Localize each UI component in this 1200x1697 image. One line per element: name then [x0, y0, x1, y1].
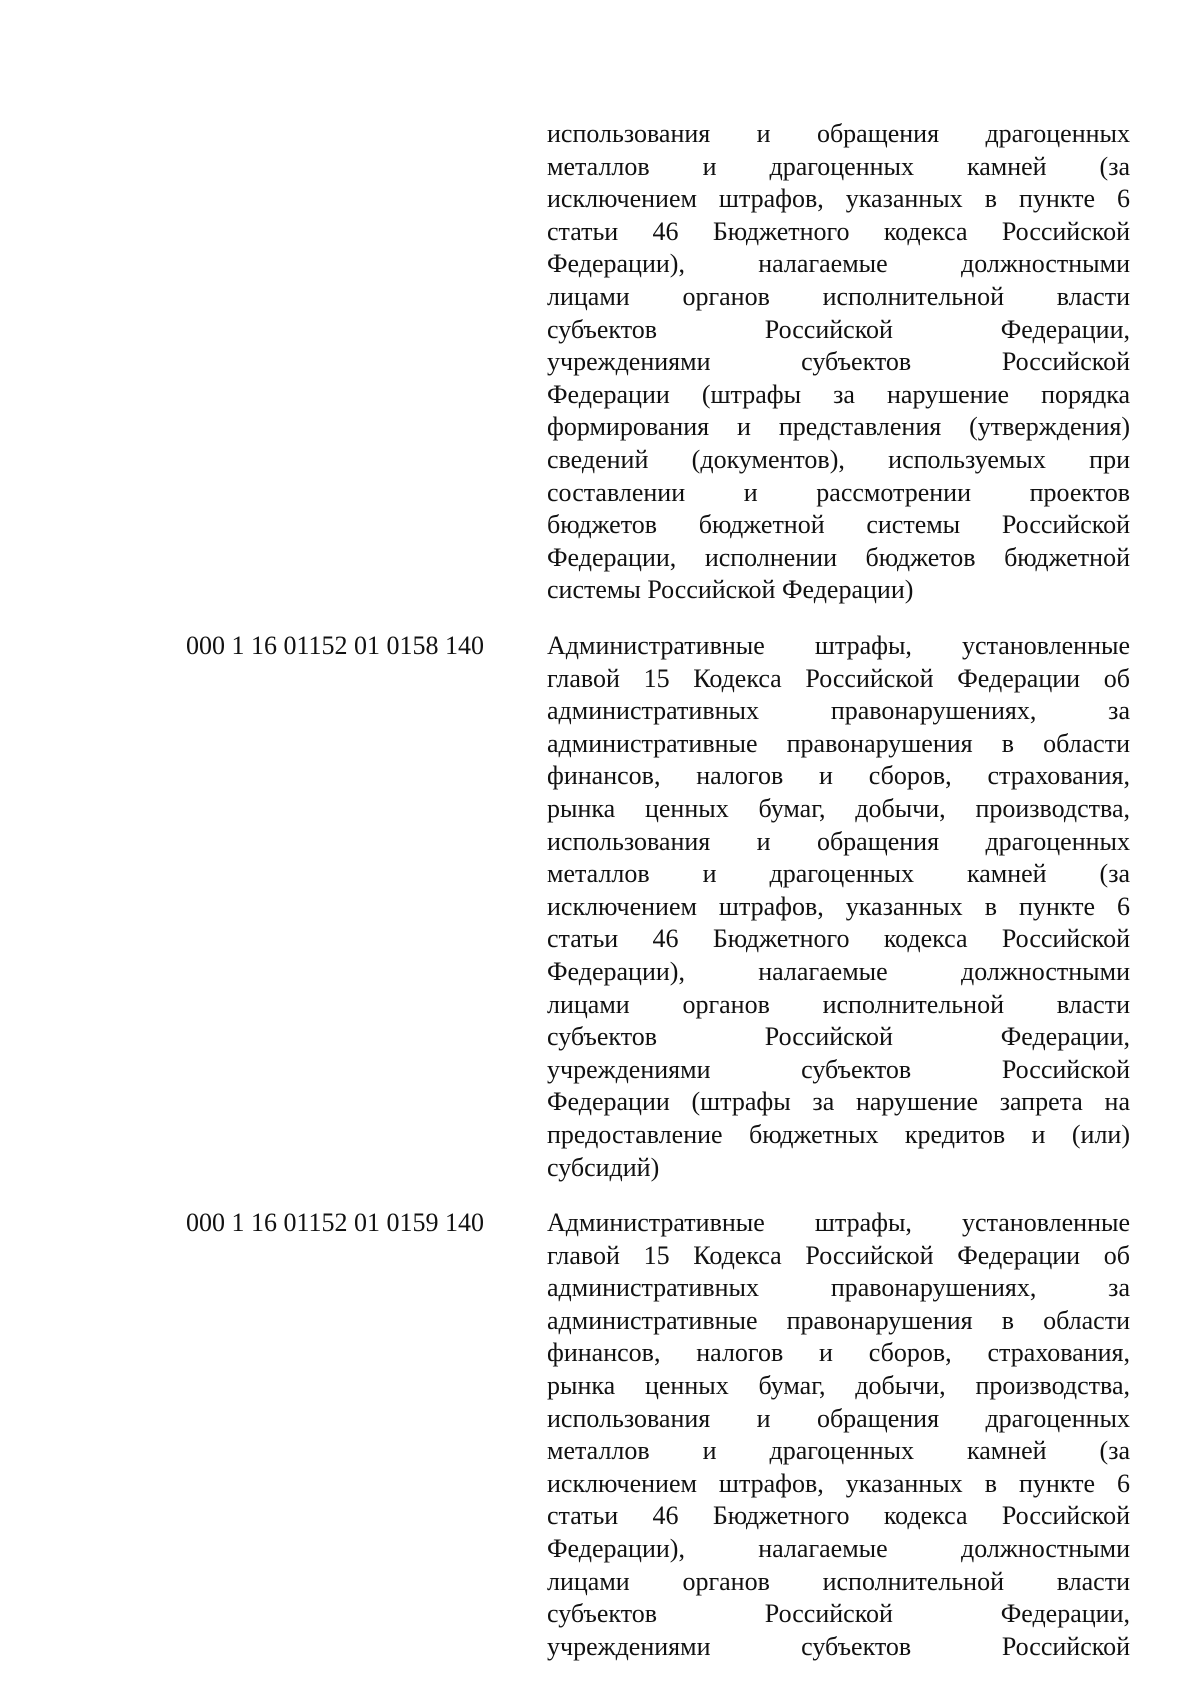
description-line: использования и обращения драгоценных: [547, 1403, 1130, 1433]
budget-code: 000 1 16 01152 01 0159 140: [186, 1208, 485, 1237]
description-line: металлов и драгоценных камней (за: [547, 151, 1130, 181]
description-line: Федерации), налагаемые должностными: [547, 249, 1130, 279]
description-line: лицами органов исполнительной власти: [547, 281, 1130, 311]
description-line: сведений (документов), используемых при: [547, 444, 1130, 474]
description-line: металлов и драгоценных камней (за: [547, 1436, 1130, 1466]
description-line: Административные штрафы, установленные: [547, 1208, 1130, 1237]
description-line: финансов, налогов и сборов, страхования,: [547, 1338, 1130, 1368]
description-line: Федерации), налагаемые должностными: [547, 1533, 1130, 1563]
description-line: административных правонарушениях, за: [547, 696, 1130, 726]
description-line: лицами органов исполнительной власти: [547, 1566, 1130, 1596]
entry-description: [547, 1207, 1130, 1663]
description-line: исключением штрафов, указанных в пункте 6: [547, 891, 1130, 921]
description-line: исключением штрафов, указанных в пункте 6: [547, 1468, 1130, 1498]
description-line: субъектов Российской Федерации,: [547, 1599, 1130, 1629]
description-line: исключением штрафов, указанных в пункте 6: [547, 184, 1130, 214]
description-line: субсидий): [547, 1152, 660, 1182]
description-line: субъектов Российской Федерации,: [547, 314, 1130, 344]
description-line: субъектов Российской Федерации,: [547, 1022, 1130, 1052]
description-line: учреждениями субъектов Российской: [547, 1631, 1130, 1661]
description-line: главой 15 Кодекса Российской Федерации об: [547, 1240, 1130, 1270]
description-line: Федерации (штрафы за нарушение порядка: [547, 379, 1130, 409]
description-line: административные правонарушения в области: [547, 728, 1130, 758]
description-line: рынка ценных бумаг, добычи, производства,: [547, 1370, 1130, 1400]
budget-code: 000 1 16 01152 01 0158 140: [186, 631, 485, 660]
description-line: бюджетов бюджетной системы Российской: [547, 510, 1130, 540]
description-line: лицами органов исполнительной власти: [547, 989, 1130, 1019]
description-line: Административные штрафы, установленные: [547, 631, 1130, 660]
description-line: главой 15 Кодекса Российской Федерации об: [547, 663, 1130, 693]
description-line: формирования и представления (утверждения): [547, 412, 1130, 442]
description-line: рынка ценных бумаг, добычи, производства,: [547, 793, 1130, 823]
description-line: системы Российской Федерации): [547, 575, 914, 605]
description-line: Федерации (штрафы за нарушение запрета на: [547, 1087, 1130, 1117]
description-line: учреждениями субъектов Российской: [547, 347, 1130, 377]
description-line: составлении и рассмотрении проектов: [547, 477, 1130, 507]
description-line: использования и обращения драгоценных: [547, 119, 1130, 148]
description-line: административных правонарушениях, за: [547, 1273, 1130, 1303]
entry-description: [547, 630, 1130, 1184]
description-line: Федерации, исполнении бюджетов бюджетной: [547, 542, 1130, 572]
description-line: учреждениями субъектов Российской: [547, 1054, 1130, 1084]
description-line: административные правонарушения в области: [547, 1305, 1130, 1335]
description-line: Федерации), налагаемые должностными: [547, 956, 1130, 986]
description-line: статьи 46 Бюджетного кодекса Российской: [547, 924, 1130, 954]
description-line: предоставление бюджетных кредитов и (или): [547, 1119, 1130, 1149]
description-line: статьи 46 Бюджетного кодекса Российской: [547, 216, 1130, 246]
description-line: использования и обращения драгоценных: [547, 826, 1130, 856]
description-line: статьи 46 Бюджетного кодекса Российской: [547, 1501, 1130, 1531]
description-line: металлов и драгоценных камней (за: [547, 859, 1130, 889]
description-line: финансов, налогов и сборов, страхования,: [547, 761, 1130, 791]
entry-description: [547, 118, 1130, 607]
